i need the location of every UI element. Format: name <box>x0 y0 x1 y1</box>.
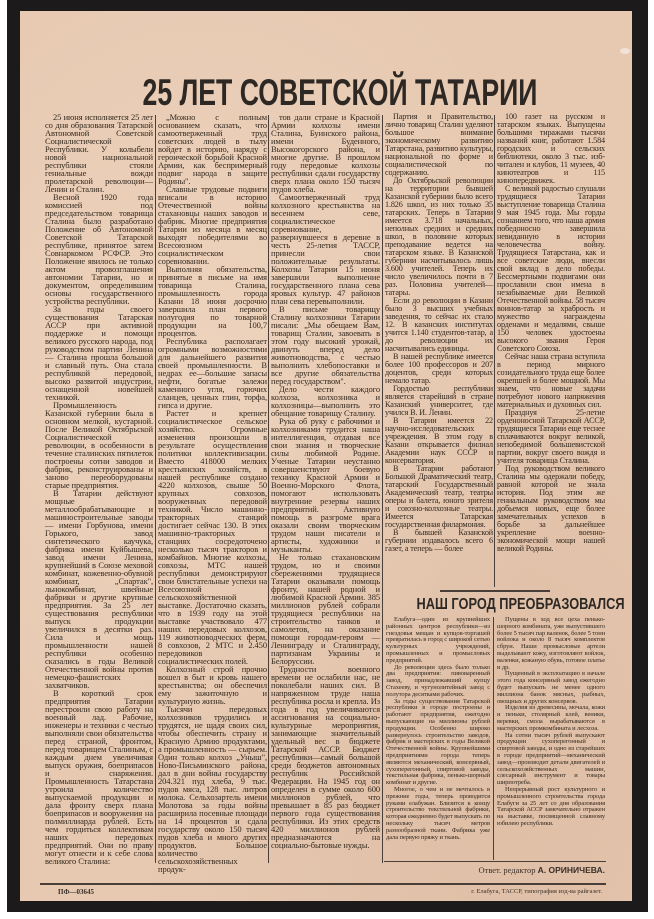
print-code: ПФ—03645 <box>58 888 94 896</box>
paper-hole <box>620 48 630 54</box>
printer-imprint: г. Елабуга, ТАССР, типография изд-ва райгазет. <box>471 888 602 895</box>
paragraph: До революции здесь было только два предприятия: пивоваренный завод, принадлежавший купцу Стахееву, и чугунолитейный завод с полутора десятками рабочих. <box>386 663 490 698</box>
paragraph: 100 газет на русском и татарском языках. Выпущены большими тиражами тысячи названий книг, работают 1.584 городских и сельских библиотеки, около 3 тыс. изб-читален и клубов, 11 музеев, 40 кинотеатров и 115 кинопередвижек. <box>497 112 605 185</box>
column-divider <box>268 115 269 863</box>
paragraph: Не только стахановским трудом, но и своими сбережениями трудящиеся Татарии оказывали помощь фронту, нашей родной и любимой Красной Армии. 385 миллионов рублей собрали трудящиеся республики на строительство танков и самолетов, на оказание помощи городам-героям — Ленинграду и Сталинграду, партизанам Украины и Белоруссии. <box>271 552 380 666</box>
paragraph: До Октябрьской революции на территории бывшей Казанской губернии было всего 1.826 школ, из них только 35 татарских. Теперь в Татарии имеется 3.718 начальных, неполных средних и средних школ, в половине которых преподавание ведется на татарском языке. В Казанской губернии насчитывалось лишь 3.600 учителей. Теперь их число увеличилось почти в 7 раз. Половина учителей—татары. <box>385 176 493 297</box>
paragraph: За годы существования Татарской республики в городе построены и работают предприятия, ежегодно выпускающие на миллионы рублей продукции. Особенно широко развернулось строительство заводов, фабрик и мастерских в годы Великой Отечественной войны. Крупнейшими предприятиями города теперь являются механический, консервный, сухоперегонный, спиртовой заводы, текстильная фабрика, пенько-шорный комбинат и другие. <box>386 697 490 787</box>
paragraph: Самоотверженный труд колхозного крестьянства на весеннем севе, социалистическое соревнование, развернувшееся в деревне в честь 25-летия ТАССР, принесли свои положительные результаты. Колхозы Татарии 15 июня завершили выполнение государственного плана сева яровых культур. 47 районов план сева перевыполнили. <box>271 192 380 306</box>
paragraph: На сотни тысяч рублей выпускают продукции сухоперегонный и спиртовой заводы, и одно из старейших в городе предприятий—механический завод—производит детали двигателей и сельскохозяйственных машин, слесарный инструмент и товары ширпотреба. <box>497 731 605 787</box>
paragraph: Трудности военного времени не ослабили нас, не поколебали наших сил. В напряженном труде наша республика росла и крепла. Из года в год увеличиваются ассигнования на социально-культурные мероприятия, занимающие значительный удельный вес в бюджете Татарской АССР. Бюджет республики—самый большой среди бюджетов автономных республик Российской Федерации. На 1945 год он определен в сумме около 600 миллионов рублей, что превышает в 85 раз бюджет первого года существования республики. Из этих средств 420 миллионов рублей предназначаются на социально-бытовые нужды. <box>271 664 380 850</box>
article-column-5 <box>497 113 605 553</box>
paragraph: В Татарии работают Большой Драматический театр, татарский Государственный Академический театр, театры оперы и балета, юного зрителя и союзно-колхозные театры. Имеется Татарская государственная филармония. <box>385 464 493 529</box>
paragraph: Елабуга—один из крупнейших районных центров республики—из гнездовья мещан и купцов-торгашей превратилась в город с широкой сетью культурных учреждений, промышленных и промысловых предприятий. <box>386 616 490 664</box>
column-divider <box>493 617 494 860</box>
paragraph: С великой радостью слушали трудящиеся Татарии выступление товарища Сталина 9 мая 1945 года. Мы горды сознанием того, что наша армия победоносно завершила невиданную в истории человечества войну. Трудящиеся Татарстана, как и все советские люди, внесли свой вклад в дело победы. Бессмертными подвигами они прославили свои имена в незабываемые дни Великой Отечественной войны. 58 тысяч воинов-татар за храбрость и мужество награждены орденами и медалями, свыше 150 человек удостоены высокого звания Героя Советского Союза. <box>497 184 605 353</box>
article-column-2 <box>158 113 267 873</box>
paragraph: Выполняя обязательства, принятые в письме на имя товарища Сталина, промышленность города Казани 18 июня досрочно завершила план первого полугодия по товарной продукции на 100,7 процентов. <box>158 264 267 338</box>
editor-name: А. ОРИНИЧЕВА. <box>537 865 605 875</box>
article-column-4 <box>385 113 493 553</box>
paragraph: „Можно с полным основанием сказать, что самоотверженный труд советских людей в тылу войдет в историю, наряду с героической борьбой Красной Армии, как беспримерный подвиг народа в защите Родины". <box>158 112 267 186</box>
paragraph: В бывшей Казанской губернии издавалось всего 6 газет, а теперь — более <box>385 528 493 553</box>
paragraph: 25 июня исполняется 25 лет со дня образования Татарской Автономной Советской Социалистической Республики. У колыбели новой национальной республики стояли гениальные вожди пролетарской революции—Ленин и Сталин. <box>45 112 153 194</box>
paragraph: В короткий срок предприятия Татарии перестроили свою работу на военный лад. Рабочие, инженеры и техники с честью выполняли свои обязательства перед страной, фронтом, перед товарищем Сталиным, с каждым днем увеличивая выпуск оружия, боеприпасов и снаряжения. Промышленность Татарстана утроила количество выпускаемой продукции и дала фронту сверх плана боеприпасов и вооружения на полмиллиарда рублей. Есть чем гордиться коллективам наших передовых предприятий. Они по праву могут отнести и к себе слова великого Сталина: <box>45 688 153 866</box>
editor-signature <box>440 865 605 875</box>
paragraph: Если до революции в Казани было 3 высших учебных заведения, то сейчас их стало 12. В казанских институтах учится 1.140 студентов-татар, а до революции их насчитывались единицы. <box>385 296 493 353</box>
article-column-3 <box>271 113 380 849</box>
column-divider <box>155 115 156 863</box>
paragraph: Изделия из древесины, мочала, кожи и пеньки, столярный клей, веники, веревки, смола вырабатываются в мастерских промкомбината и лесхоза. <box>497 704 605 732</box>
paragraph: За годы своего существования Татарская АССР при активной поддержке и помощи великого русского народа, под руководством партии Ленина — Сталина прошла большой и славный путь. Она стала республикой передовой, высоко развитой индустрии, оснащенной новейшей техникой. <box>45 304 153 402</box>
column-divider <box>494 115 495 587</box>
paragraph: Пущены в ход все цеха пенько-шорного комбината, уже выпустившего более 5 тысяч пар валенок, более 5 тонн войлока и около 8 тысяч комплектов сбруи. Наши промысловые артели выделывают кожу, изготовляют войлок, валенки, кожаную обувь, готовое платье и др. <box>497 616 605 671</box>
signature-rule <box>384 861 606 862</box>
paragraph: Рука об руку с рабочими и колхозниками трудится наша интеллигенция, отдавая все свои знания и творческие силы любимой Родине. Ученые Татарии неустанно совершенствуют боевую технику Красной Армии и Военно-Морского Флота, помогают использовать внутренние резервы наших предприятий. Активную помощь в разгроме врага оказали своим творческим трудом наши писатели и артисты, художники и музыканты. <box>271 416 380 554</box>
paragraph: Многое, о чем и не мечталось в прежние годы, теперь проводится руками елабужан. Близится к концу строительство текстильной фабрики, которая ежедневно будет выпускать по нескольку тысяч метров разнообразной ткани. Фабрика уже дала первую пряжу и ткань. <box>386 785 490 841</box>
footer-rule <box>40 883 606 885</box>
paragraph: Колхозный строй прочно вошел в быт и кровь нашего крестьянства; он обеспечил ему зажиточную и культурную жизнь. <box>158 664 267 706</box>
paragraph: В нашей республике имеется более 100 профессоров и 207 доцентов, среди которых немало татар. <box>385 352 493 385</box>
article-headline: НАШ ГОРОД ПРЕОБРАЗОВАЛСЯ <box>416 596 625 613</box>
paragraph: Гордостью республики является старейший в стране Казанский университет, где учился В. И. Ленин. <box>385 384 493 417</box>
paragraph: Растет и крепнет социалистическое сельское хозяйство. Огромные изменения произошли в результате осуществления политики коллективизации. Вместо 418000 мелких крестьянских хозяйств, в нашей республике создано 4220 колхозов, свыше 50 крупных совхозов, вооруженных передовой техникой. Число машинно-тракторных станций достигает сейчас 130. В этих машинно-тракторных станциях сосредоточено несколько тысяч тракторов и комбайнов. Многие колхозы, совхозы, МТС нашей республики демонстрируют свои блистательные успехи на Всесоюзной сельскохозяйственной выставке. Достаточно сказать, что в 1939 году на этой выставке участвовало 477 наших передовых колхозов, 119 животноводческих ферм, 8 совхозов, 2 МТС и 2.450 передовиков социалистических полей. <box>158 408 267 666</box>
article-column-1 <box>45 113 153 865</box>
paragraph: Партия и Правительство, лично товарищ Сталин уделяют большое внимание экономическому развитию Татарстана, развитию культуры, национальной по форме и социалистической по содержанию. <box>385 112 493 177</box>
paragraph: Сейчас наша страна вступила в период мирного созидательного труда еще более окрепшей и более мощной. Мы знаем, что новые задачи потребуют нового напряжения материальных и духовных сил. <box>497 352 605 409</box>
paragraph: Промышленность Казанской губернии была в основном мелкой, кустарной. После Великой Октябрьской Социалистической революции, в особенности в течение сталинских пятилеток построены сотни заводов и фабрик, реконструированы и заново переоборудованы старые предприятия. <box>45 400 153 490</box>
paragraph: Пущенный в эксплоатацию в начале этого года консервный завод ежегодно будет выпускать не менее одного миллиона банок мясных, рыбных, овощных и других консервов. <box>497 670 605 705</box>
paragraph: Дело чести каждого колхоза, колхозника и колхозницы—выполнить это обещание товарищу Сталину. <box>271 384 380 418</box>
paragraph: В письме товарищу Сталину колхозники Татарии писали: „Мы обещаем Вам, товарищ Сталин, завоевать в этом году высокий урожай, двинуть вперед дело животноводства, с честью выполнить хлебопоставки и все другие обязательства перед государством". <box>271 304 380 386</box>
city-article-column-2 <box>497 617 605 828</box>
paragraph: Республика располагает огромными возможностями для дальнейшего развития своей промышленности. В недрах ее—большие запасы нефти, богатые залежи каменного угля, горючих сланцев, ценных глин, торфа, гипса и другие. <box>158 336 267 410</box>
paragraph: тов дали стране и Красной Армии колхозы имени Сталина, Буинского района, имени Буденного, Высокогорского района, и многие другие. В прошлом году передовые колхозы республики сдали государству сверх плана около 150 тысяч пудов хлеба. <box>271 112 380 194</box>
paragraph: Весной 1920 года комиссией под председательством товарища Сталина было разработано Положение об Автономной Советской Татарской республике, принятое затем Совнаркомом РСФСР. Это Положение явилось не только актом провозглашения автономии Татарии, но и документом, определившим основы государственного устройства республики. <box>45 192 153 306</box>
city-article-column-1 <box>386 617 490 841</box>
paragraph: Тысячи передовых колхозников трудились и трудятся, не щадя своих сил, чтобы обеспечить страну и Красную Армию продуктами, а промышленность — сырьем. Один только колхоз „Уныш", Ново-Письминского района, дал в дни войны государству 204.321 пуд хлеба, 9 тыс. пудов мяса, 128 тыс. литров молока. Сельхозартель имени Молотова за годы войны расширила посевные площади на 14 процентов и сдала государству около 150 тысяч пудов хлеба и много других продуктов. Большое количество сельскохозяйственных продук- <box>158 704 267 874</box>
paragraph: Славные трудовые подвиги вписали в историю Отечественной войны стахановцы наших заводов и фабрик. Многие предприятия Татарии из месяца в месяц выходят победителями во Всесоюзном социалистическом соревновании. <box>158 184 267 266</box>
page-headline: 25 ЛЕТ СОВЕТСКОЙ ТАТАРИИ <box>142 72 538 113</box>
editor-label: Ответ. редактор <box>478 865 536 875</box>
paragraph: В Татарии действуют мощные металлообрабатывающие и машиностроительные заводы — имени Горбунова, имени Горького, завод синтетического каучука, фабрика имени Куйбышева, завод имени Ленина, крупнейший в Союзе меховой комбинат, кожевенно-обувной комбинат, „Спартак", льнокомбинат, швейные фабрики и другие крупные предприятия. За 25 лет существования республики выпуск продукции увеличился в десятки раз. Сила и мощь промышленности нашей республики особенно сказались в годы Великой Отечественной войны против немецко-фашистских захватчиков. <box>45 488 153 690</box>
paragraph: Под руководством великого Сталина мы одержали победу, равной которой не знала история. Под этим же гениальным руководством мы добьемся новых, еще более замечательных успехов в борьбе за дальнейшее укрепление военно-экономической мощи нашей великой Родины. <box>497 464 605 553</box>
section-rule <box>440 590 550 592</box>
column-divider <box>382 115 383 863</box>
paragraph: Непрерывный рост культурного и промышленного строительства города Елабуги за 25 лет со дня образования Татарской АССР замечательно отражен на выставке, посвященной славному юбилею республики. <box>497 785 605 827</box>
paragraph: Празднуя 25-летие орденоносной Татарской АССР, трудящиеся Татарии еще теснее сплачиваются вокруг великой, непобедимой большевистской партии, вокруг своего вождя и учителя товарища Сталина. <box>497 408 605 465</box>
paragraph: В Татарии имеется 22 научно-исследовательских учреждения. В этом году в Казани открывается филиал Академии наук СССР и консерватория. <box>385 416 493 465</box>
